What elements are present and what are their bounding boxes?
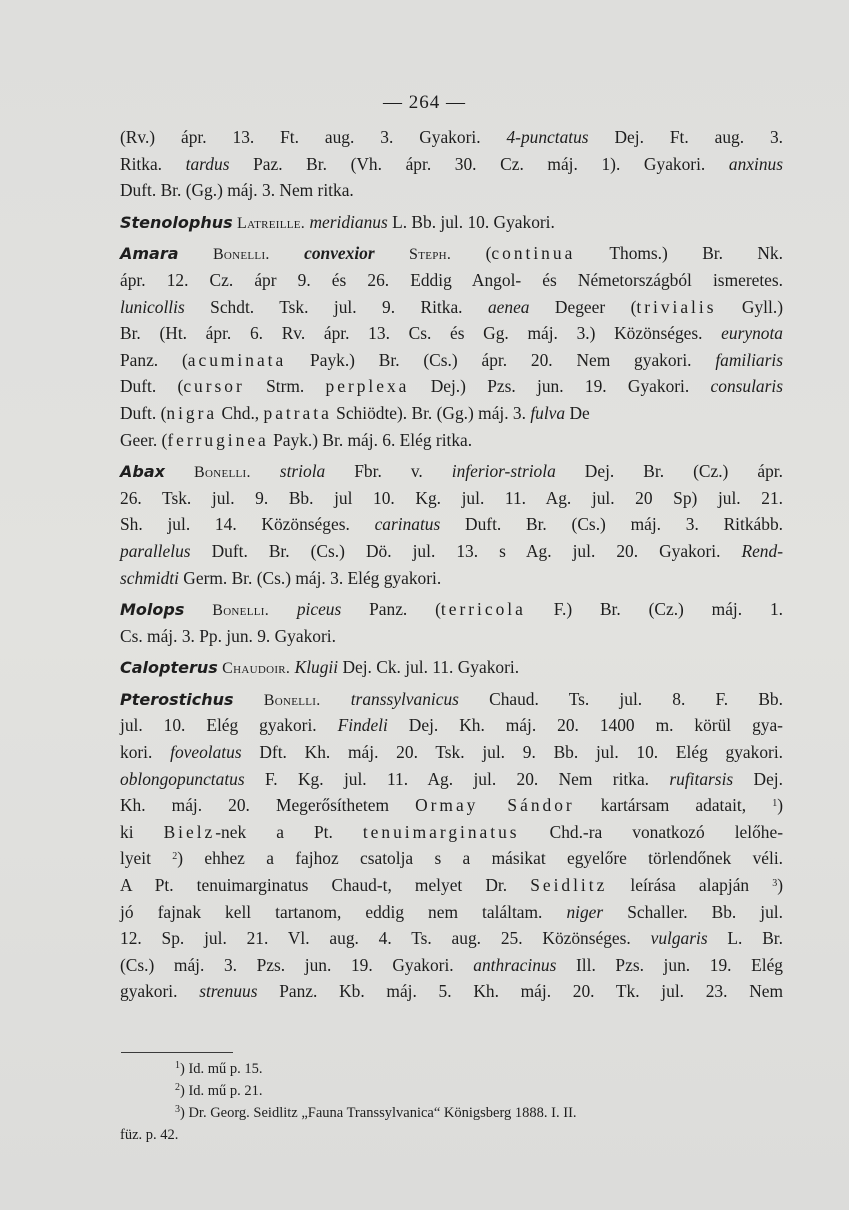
species-name: anthracinus (473, 954, 557, 975)
text-line (120, 952, 783, 979)
text-run: Strm. (244, 376, 326, 397)
author-name: Bonelli. (193, 464, 251, 482)
text-line (120, 596, 783, 623)
species-name: Rend- (741, 540, 783, 561)
text-run: Chd.-ra vonatkozó lelőhe- (519, 821, 784, 842)
text-run: jul. 10. Elég gyakori. (120, 715, 338, 736)
text-run: Chd., (217, 402, 264, 423)
text-line (120, 458, 783, 485)
text-line (120, 623, 783, 650)
species-name: meridianus (309, 211, 388, 232)
footnote (120, 1080, 783, 1102)
species-name: vulgaris (650, 928, 708, 949)
species-name: eurynota (721, 323, 783, 344)
text-run: A Pt. tenuimarginatus Chaud-t, melyet Dr. (120, 875, 531, 896)
species-name: carinatus (374, 514, 441, 535)
text-run: (Cs.) máj. 3. Pzs. jun. 19. Gyakori. (120, 954, 474, 975)
species-name: niger (566, 901, 604, 922)
text-run: Geer. ( (120, 429, 168, 450)
text-run: Duft. ( (120, 376, 184, 397)
genus-name: Amara (120, 244, 179, 264)
text-line (120, 400, 783, 427)
spaced-name: tenuimarginatus (362, 821, 520, 842)
species-name: rufitarsis (669, 768, 734, 789)
author-name: Bonelli. (212, 602, 269, 620)
species-name: schmidti (120, 567, 179, 588)
text-run: lyeit (120, 848, 173, 869)
text-run: Payk.) Br. máj. 6. Elég ritka. (268, 429, 473, 450)
author-name: Latreille. (237, 214, 306, 232)
text-run: Ill. Pzs. jun. 19. Elég (556, 954, 783, 975)
species-name: foveolatus (170, 742, 242, 763)
footnote (120, 1124, 783, 1146)
text-run: ( (451, 243, 492, 264)
text-run: Payk.) Br. (Cs.) ápr. 20. Nem gyakori. (286, 349, 716, 370)
footnote-ref: 2 (172, 851, 178, 863)
author-name: Bonelli. (263, 691, 321, 709)
text-line (120, 151, 783, 178)
text-run (321, 689, 351, 709)
text-run: Dft. Kh. máj. 20. Tsk. jul. 9. Bb. jul. 10. Elég gyakori. (241, 742, 784, 763)
species-name: parallelus (120, 540, 191, 561)
text-line (120, 427, 783, 454)
footnote (120, 1102, 783, 1124)
footnote-text: füz. p. 42. (120, 1127, 179, 1143)
text-run: (Rv.) ápr. 13. Ft. aug. 3. Gyakori. (120, 127, 507, 147)
text-run: Germ. Br. (Cs.) máj. 3. Elég gyakori. (178, 567, 442, 588)
species-name: 4-punctatus (506, 127, 589, 147)
species-name: striola (279, 461, 326, 482)
genus-name: Stenolophus (120, 212, 233, 232)
text-run: Kh. máj. 20. Megerősíthetem (120, 795, 416, 816)
spaced-name: perplexa (325, 376, 410, 397)
species-name: lunicollis (120, 296, 185, 317)
species-name: aenea (487, 296, 530, 317)
spaced-name: acuminata (187, 349, 287, 370)
text-line (120, 739, 783, 766)
text-run: Dej. (733, 768, 783, 789)
text-run (184, 599, 212, 619)
species-name: tardus (185, 153, 230, 174)
text-run: De (565, 402, 590, 423)
text-line (120, 792, 783, 819)
text-run: Dej. Ck. jul. 11. Gyakori. (338, 657, 520, 678)
footnote-text: ) Id. mű p. 21. (180, 1083, 263, 1099)
footnote (120, 1058, 783, 1080)
body-text (120, 124, 783, 1005)
text-run: L. Bb. jul. 10. Gyakori. (387, 211, 555, 232)
species-name: transsylvanicus (350, 688, 459, 709)
text-run: Panz. ( (120, 349, 188, 370)
genus-name: Molops (120, 600, 185, 620)
footnote-text: ) Id. mű p. 15. (180, 1061, 263, 1077)
spaced-name: trivialis (636, 296, 717, 317)
spaced-name: ferruginea (167, 429, 269, 450)
text-run: Schiödte). Br. (Gg.) máj. 3. (331, 402, 531, 423)
text-run: jó fajnak kell tartanom, eddig nem találtam. (120, 901, 567, 922)
text-run: Duft. ( (120, 402, 167, 423)
text-run: Chaud. Ts. jul. 8. F. Bb. (458, 688, 783, 709)
text-run: Dej.) Pzs. jun. 19. Gyakori. (409, 376, 711, 397)
text-run: Dej. Br. (Cz.) ápr. (555, 461, 783, 482)
text-run: Dej. Kh. máj. 20. 1400 m. körül gya- (387, 715, 783, 736)
text-run: Dej. Ft. aug. 3. (588, 127, 784, 147)
text-line (120, 654, 783, 681)
spaced-name: Seidlitz (530, 875, 608, 896)
text-line (120, 209, 783, 236)
text-run (375, 243, 409, 263)
text-run: Cs. máj. 3. Pp. jun. 9. Gyakori. (120, 625, 336, 646)
species-name: consularis (710, 376, 783, 397)
spaced-name: nigra (166, 402, 218, 423)
text-line (120, 240, 783, 267)
text-run: ) ehhez a fajhoz csatolja s a másikat egyelőre törlendőnek véli. (177, 848, 783, 869)
author-name: Steph. (409, 246, 452, 264)
text-line (120, 267, 783, 294)
spaced-name: Ormay Sándor (415, 795, 575, 816)
text-line (120, 373, 783, 400)
text-line (120, 925, 783, 952)
author-name: Bonelli. (212, 246, 270, 264)
genus-name: Pterostichus (120, 689, 234, 709)
species-name: oblongopunctatus (120, 768, 245, 789)
text-line (120, 819, 783, 846)
text-run: kartársam adatait, (574, 795, 773, 816)
text-line (120, 485, 783, 512)
text-run (165, 461, 194, 481)
text-run: Duft. Br. (Cs.) máj. 3. Ritkább. (440, 514, 783, 535)
species-name: inferior-striola (451, 461, 556, 482)
text-run: Panz. ( (341, 599, 441, 620)
text-run: Sh. jul. 14. Közönséges. (120, 514, 375, 535)
text-run: 26. Tsk. jul. 9. Bb. jul 10. Kg. jul. 11. Ag. jul. 20 Sp) jul. 21. (120, 487, 783, 508)
text-run: Panz. Kb. máj. 5. Kh. máj. 20. Tk. jul. 23. Nem (257, 981, 783, 1002)
footnote-ref: 1 (772, 798, 778, 810)
text-run: gyakori. (120, 981, 200, 1002)
text-run (234, 689, 264, 709)
text-line (120, 766, 783, 793)
text-run: Schdt. Tsk. jul. 9. Ritka. (184, 296, 488, 317)
text-line (120, 538, 783, 565)
species-name: Klugii (294, 657, 339, 678)
text-run: ) (777, 795, 783, 816)
text-run: Br. (Ht. ápr. 6. Rv. ápr. 13. Cs. és Gg. máj. 3.) Közönséges. (120, 323, 722, 344)
text-run: 12. Sp. jul. 21. Vl. aug. 4. Ts. aug. 25. Közönséges. (120, 928, 651, 949)
text-run: Schaller. Bb. jul. (603, 901, 783, 922)
text-run: Fbr. v. (325, 461, 452, 482)
text-line (120, 686, 783, 713)
text-run (269, 599, 297, 619)
text-run (270, 243, 304, 263)
text-run: kori. (120, 742, 171, 763)
text-run: -nek a Pt. (215, 821, 363, 842)
species-name: strenuus (199, 981, 258, 1002)
spaced-name: terricola (440, 599, 526, 620)
text-run: leírása alapján (607, 875, 773, 896)
spaced-name: cursor (183, 376, 245, 397)
text-line (120, 511, 783, 538)
text-run: Paz. Br. (Vh. ápr. 30. Cz. máj. 1). Gyakori. (229, 153, 729, 174)
footnote-divider (121, 1052, 233, 1053)
text-line (120, 978, 783, 1005)
species-name: fulva (530, 402, 566, 423)
text-run: Ritka. (120, 153, 186, 174)
species-name: anxinus (728, 153, 784, 174)
genus-name: Abax (120, 462, 165, 482)
species-name: piceus (296, 599, 342, 620)
species-name: familiaris (715, 349, 783, 370)
text-run (251, 461, 280, 481)
text-line (120, 712, 783, 739)
text-line (120, 845, 783, 872)
genus-name: Calopterus (120, 658, 218, 678)
text-line (120, 124, 783, 151)
text-run: ) (777, 875, 783, 896)
text-run (179, 243, 213, 263)
text-line (120, 347, 783, 374)
text-run: F.) Br. (Cz.) máj. 1. (525, 599, 783, 620)
text-run: Gyll.) (716, 296, 783, 317)
footnote-text: ) Dr. Georg. Seidlitz „Fauna Transsylvanica“ Königsberg 1888. I. II. (180, 1105, 577, 1121)
text-line (120, 320, 783, 347)
text-run: Thoms.) Br. Nk. (575, 243, 783, 264)
species-name: Findeli (337, 715, 388, 736)
text-line (120, 872, 783, 899)
text-run: ki (120, 821, 164, 842)
footnote-mark: 3 (175, 1104, 180, 1115)
text-line (120, 565, 783, 592)
page-number: — 264 — (383, 92, 466, 113)
text-line (120, 899, 783, 926)
text-line (120, 177, 783, 204)
text-run: ápr. 12. Cz. ápr 9. és 26. Eddig Angol- és Németországból ismeretes. (120, 269, 783, 290)
spaced-name: patrata (263, 402, 332, 423)
spaced-name: continua (491, 243, 576, 264)
text-line (120, 294, 783, 321)
text-run: F. Kg. jul. 11. Ag. jul. 20. Nem ritka. (244, 768, 670, 789)
footnotes (120, 1058, 783, 1146)
spaced-name: Bielz (163, 821, 216, 842)
text-run: Duft. Br. (Gg.) máj. 3. Nem ritka. (120, 180, 354, 201)
text-run: Duft. Br. (Cs.) Dö. jul. 13. s Ag. jul. 20. Gyakori. (190, 540, 742, 561)
footnote-mark: 2 (175, 1082, 180, 1093)
footnote-mark: 1 (175, 1060, 180, 1071)
species-name: convexior (304, 243, 375, 264)
text-run: L. Br. (707, 928, 783, 949)
author-name: Chaudoir. (222, 660, 291, 678)
footnote-ref: 3 (772, 878, 778, 890)
text-run: Degeer ( (529, 296, 637, 317)
